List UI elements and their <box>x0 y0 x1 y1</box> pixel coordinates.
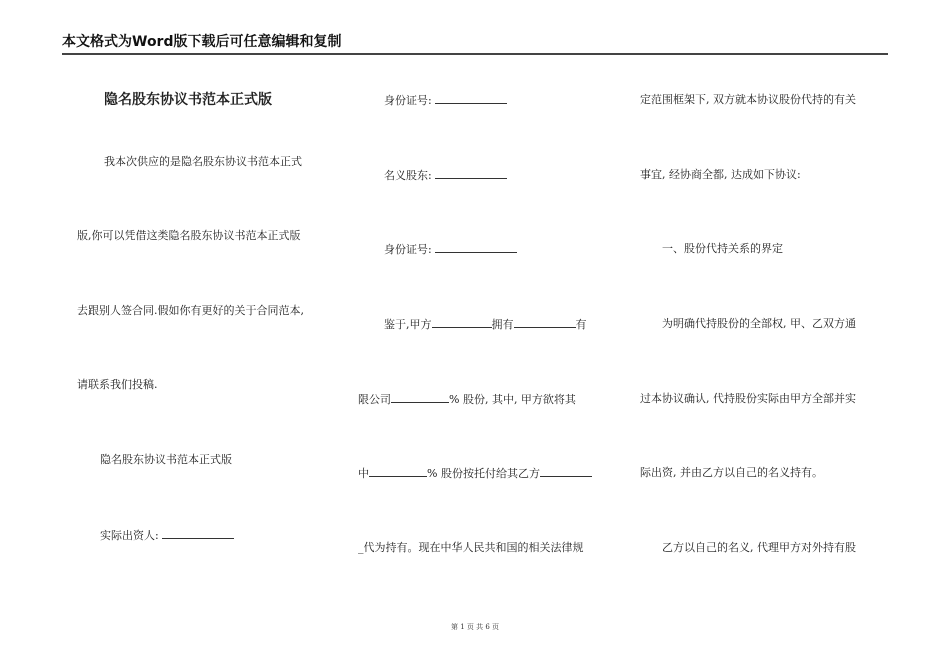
investor-line <box>100 528 234 543</box>
investor-label: 实际出资人: <box>100 529 159 542</box>
document-title: 隐名股东协议书范本正式版 <box>104 92 272 108</box>
whereas-blank-1 <box>432 317 492 328</box>
id-number-label-1: 身份证号: <box>384 94 432 107</box>
whereas-text-c: 有 <box>575 318 587 331</box>
law-line: _代为持有。现在中华人民共和国的相关法律规 <box>358 541 584 554</box>
entrust-text-a: 中 <box>358 467 369 480</box>
subtitle: 隐名股东协议书范本正式版 <box>100 453 232 466</box>
page-number: 第 1 页 共 6 页 <box>450 623 500 631</box>
intro-line-4: 请联系我们投稿. <box>77 378 158 391</box>
nominal-shareholder-label: 名义股东: <box>384 169 432 182</box>
intro-line-3: 去跟别人签合同.假如你有更好的关于合同范本, <box>77 304 304 317</box>
document-header <box>62 34 888 55</box>
entrust-blank-2 <box>540 466 592 477</box>
col3-line-5: 过本协议确认, 代持股份实际由甲方全部并实 <box>640 392 856 405</box>
intro-line-2: 版,你可以凭借这类隐名股东协议书范本正式版 <box>77 229 301 242</box>
whereas-text-a: 鉴于,甲方 <box>384 318 432 331</box>
id-number-blank-2 <box>435 242 517 253</box>
whereas-text-b: 拥有 <box>491 318 514 331</box>
entrust-line <box>358 466 592 481</box>
entrust-text-b: % 股份按托付给其乙方 <box>427 467 540 480</box>
col3-line-1: 定范围框架下, 双方就本协议股份代持的有关 <box>640 93 856 106</box>
nominal-shareholder-line <box>384 168 507 183</box>
id-number-line-2 <box>384 242 517 257</box>
company-share-text-a: 限公司 <box>358 393 391 406</box>
page-footer <box>0 622 950 632</box>
entrust-blank-1 <box>369 466 427 477</box>
intro-line-1: 我本次供应的是隐名股东协议书范本正式 <box>104 155 302 168</box>
header-title: 本文格式为Word版下载后可任意编辑和复制 <box>62 34 342 50</box>
col3-line-2: 事宜, 经协商全都, 达成如下协议: <box>640 168 801 181</box>
col3-line-4: 为明确代持股份的全部权, 甲、乙双方通 <box>662 317 856 330</box>
company-share-text-b: % 股份, 其中, 甲方欲将其 <box>449 393 576 406</box>
whereas-blank-2 <box>514 317 576 328</box>
id-number-label-2: 身份证号: <box>384 243 432 256</box>
col3-line-6: 际出资, 并由乙方以自己的名义持有。 <box>640 466 823 479</box>
id-number-line-1 <box>384 93 507 108</box>
section-heading-1: 一、股份代持关系的界定 <box>662 242 783 255</box>
investor-blank <box>162 528 234 539</box>
company-share-line <box>358 392 576 407</box>
company-share-blank <box>391 392 449 403</box>
nominal-shareholder-blank <box>435 168 507 179</box>
whereas-line <box>384 317 587 332</box>
col3-line-7: 乙方以自己的名义, 代理甲方对外持有股 <box>662 541 856 554</box>
id-number-blank-1 <box>435 93 507 104</box>
